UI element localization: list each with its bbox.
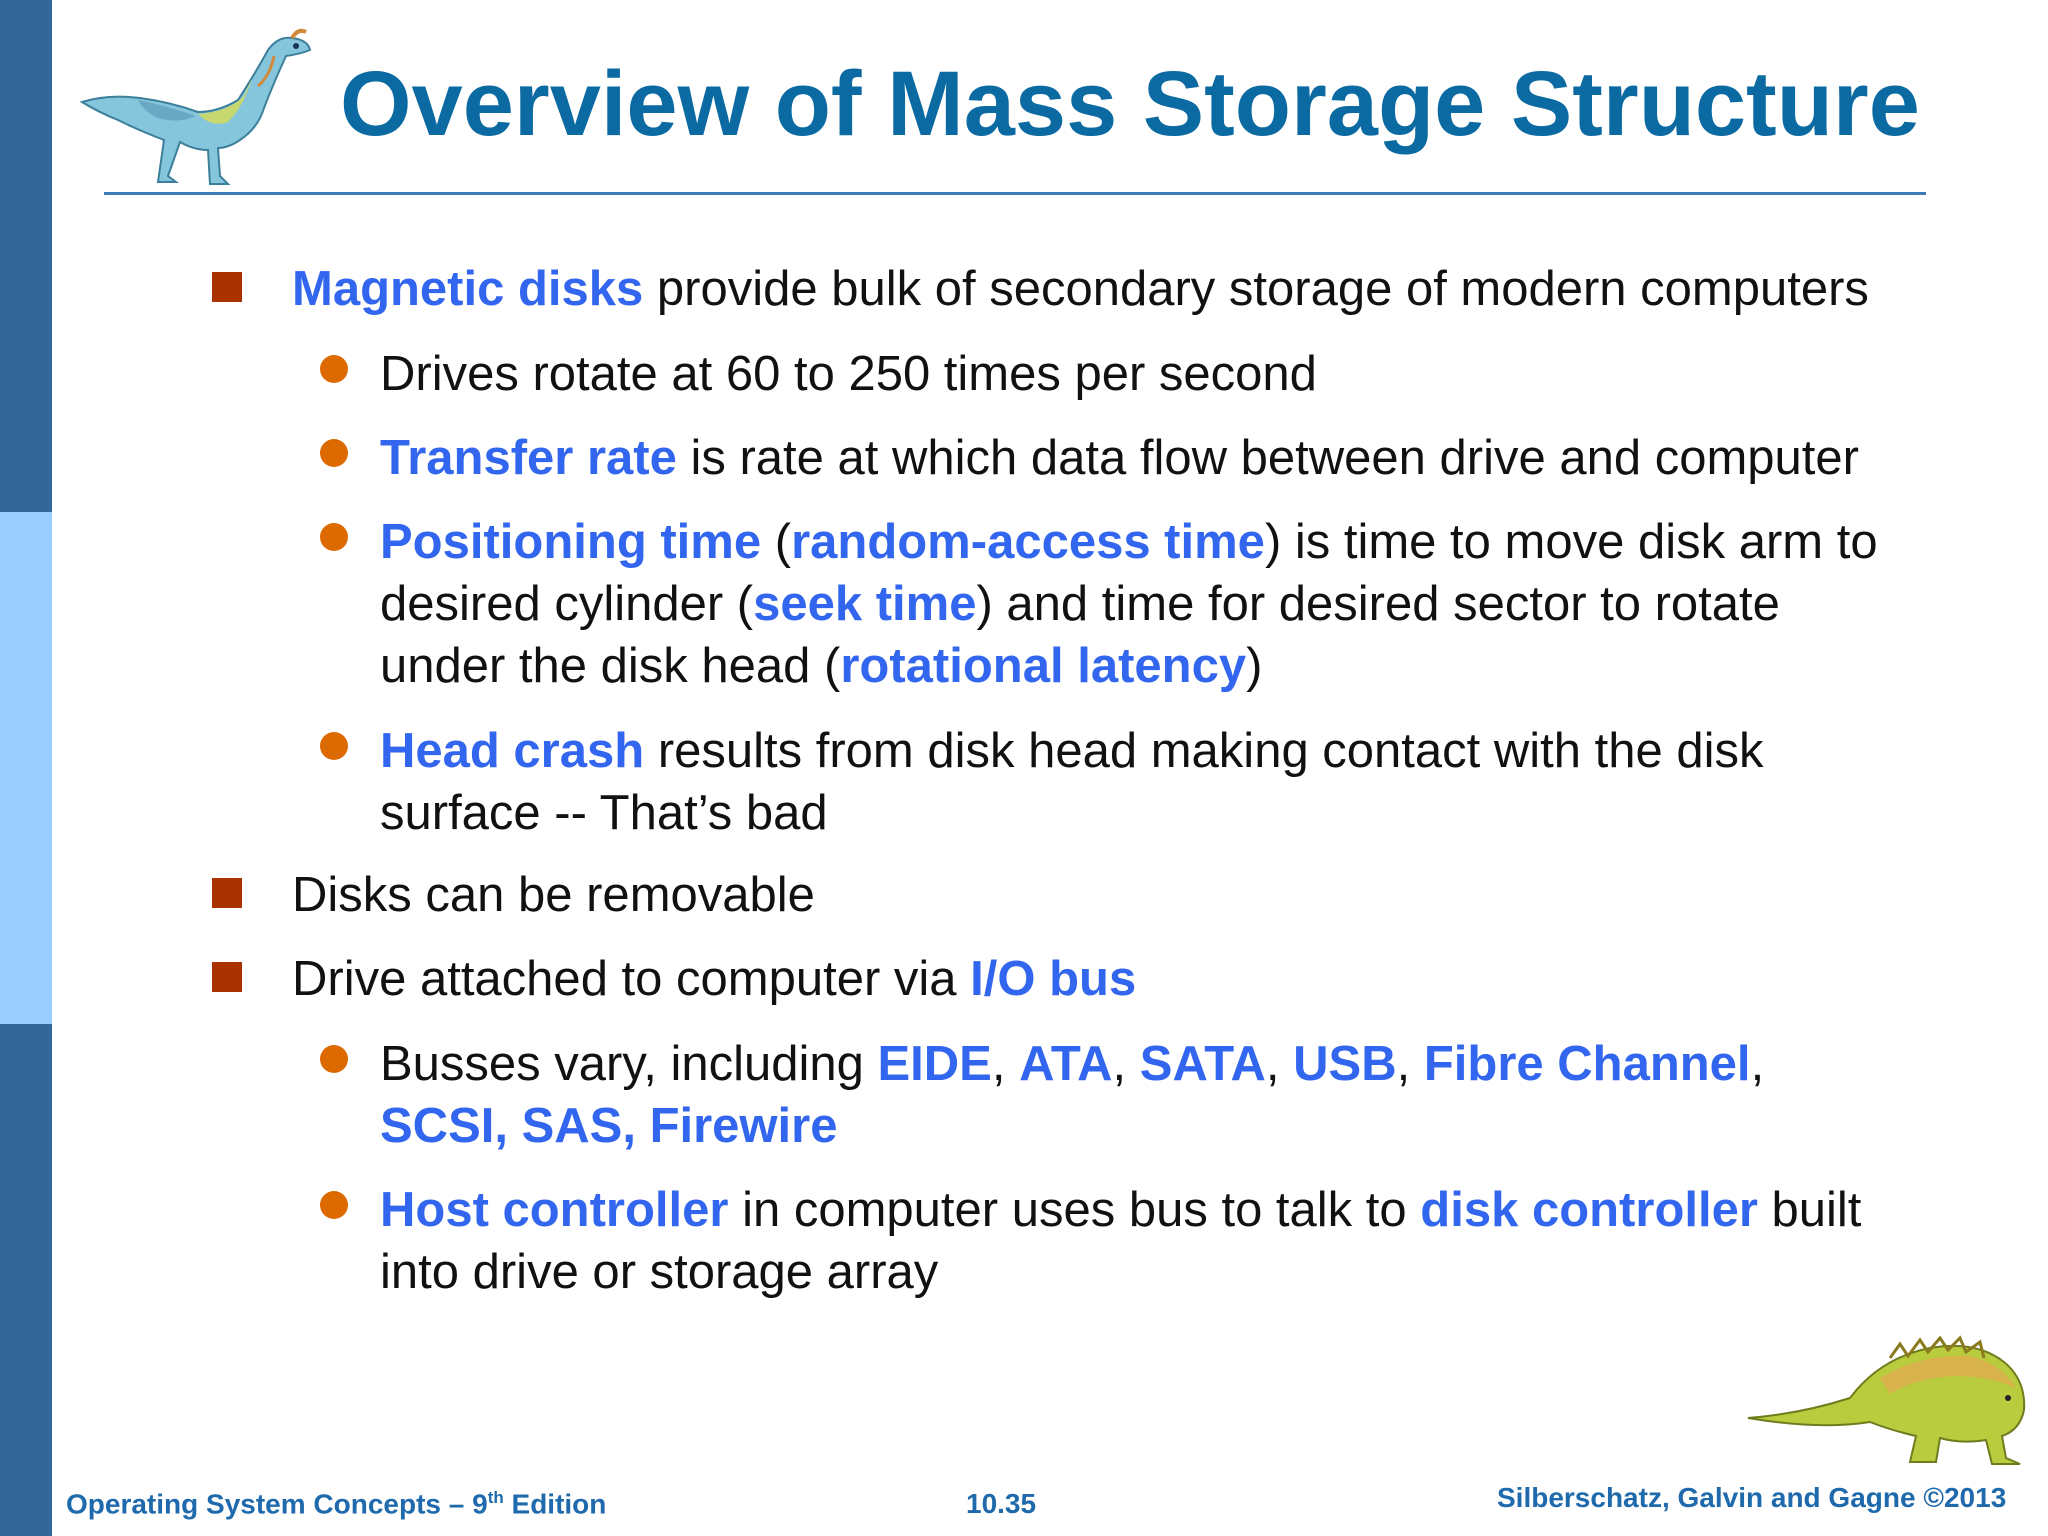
bullet-line <box>380 1241 938 1303</box>
keyword-term: EIDE <box>877 1037 992 1091</box>
bullet-line <box>380 1033 1764 1095</box>
bullet-line <box>380 720 1764 782</box>
bullet-dot-icon <box>320 732 348 760</box>
keyword-term: ATA <box>1019 1037 1113 1091</box>
sidebar-segment-top <box>0 0 52 512</box>
bullet-line <box>292 948 1136 1010</box>
bullet-dot-icon <box>320 355 348 383</box>
text-run: is rate at which data flow between drive and computer <box>676 431 1859 485</box>
keyword-term: Magnetic disks <box>292 262 644 316</box>
text-run: Disks can be removable <box>292 868 815 922</box>
bullet-square-icon <box>212 272 242 302</box>
bullet-line <box>380 511 1878 573</box>
slide-number: 10.35 <box>966 1488 1037 1519</box>
bullet-dot-icon <box>320 1191 348 1219</box>
text-run: under the disk head ( <box>380 639 841 693</box>
bullet-line <box>380 1095 838 1157</box>
bullet-line <box>380 635 1262 697</box>
keyword-term: Fibre Channel <box>1423 1037 1751 1091</box>
bullet-square-icon <box>212 962 242 992</box>
text-run: , <box>1396 1037 1424 1091</box>
text-run: ) and time for desired sector to rotate <box>976 577 1780 631</box>
footer-edition-suffix: th <box>487 1488 504 1507</box>
bullet-dot-icon <box>320 439 348 467</box>
keyword-term: Host controller <box>380 1183 729 1237</box>
sidebar-stripe <box>0 0 52 1536</box>
keyword-term: random-access time <box>791 515 1265 569</box>
text-run: provide bulk of secondary storage of modern computers <box>643 262 1869 316</box>
keyword-term: seek time <box>753 577 977 631</box>
bullet-line <box>292 258 1869 320</box>
text-run: Drive attached to computer via <box>292 952 971 1006</box>
text-run: surface -- That’s bad <box>380 786 828 840</box>
dinosaur-icon <box>78 16 318 188</box>
text-run: desired cylinder ( <box>380 577 754 631</box>
title-divider <box>104 192 1926 195</box>
keyword-term: Positioning time <box>380 515 762 569</box>
text-run: ) <box>1246 639 1263 693</box>
text-run: results from disk head making contact with the disk <box>644 724 1764 778</box>
bullet-dot-icon <box>320 523 348 551</box>
text-run: Drives rotate at 60 to 250 times per second <box>380 347 1317 401</box>
bullet-line <box>380 427 1859 489</box>
text-run: in computer uses bus to talk to <box>728 1183 1421 1237</box>
bullet-line <box>380 1179 1861 1241</box>
bullet-line <box>292 864 815 926</box>
keyword-term: Transfer rate <box>380 431 677 485</box>
keyword-term: USB <box>1293 1037 1397 1091</box>
sidebar-segment-middle <box>0 512 52 1024</box>
keyword-term: disk controller <box>1420 1183 1758 1237</box>
keyword-term: Head crash <box>380 724 645 778</box>
bullet-line <box>380 782 828 844</box>
text-run: , <box>1750 1037 1765 1091</box>
keyword-term: rotational latency <box>840 639 1247 693</box>
bullet-square-icon <box>212 878 242 908</box>
bullet-line <box>380 573 1780 635</box>
bullet-line <box>380 343 1317 405</box>
text-run: built <box>1757 1183 1862 1237</box>
text-run: , <box>1112 1037 1140 1091</box>
text-run: Busses vary, including <box>380 1037 878 1091</box>
text-run: ( <box>761 515 792 569</box>
bullet-dot-icon <box>320 1045 348 1073</box>
footer-authors: Silberschatz, Galvin and Gagne ©2013 <box>1497 1482 2007 1513</box>
keyword-term: SCSI, SAS, Firewire <box>380 1099 838 1153</box>
dinosaur-icon <box>1740 1318 2040 1468</box>
footer-book-title: Operating System Concepts – 9 <box>66 1488 488 1520</box>
keyword-term: I/O bus <box>970 952 1137 1006</box>
slide-title: Overview of Mass Storage Structure <box>340 53 1920 155</box>
keyword-term: SATA <box>1139 1037 1266 1091</box>
text-run: into drive or storage array <box>380 1245 939 1299</box>
text-run: , <box>1265 1037 1294 1091</box>
footer-edition-label: Edition <box>503 1488 607 1520</box>
sidebar-segment-bottom <box>0 1024 52 1536</box>
footer-left <box>66 1488 606 1520</box>
text-run: , <box>991 1037 1020 1091</box>
text-run: ) is time to move disk arm to <box>1264 515 1878 569</box>
